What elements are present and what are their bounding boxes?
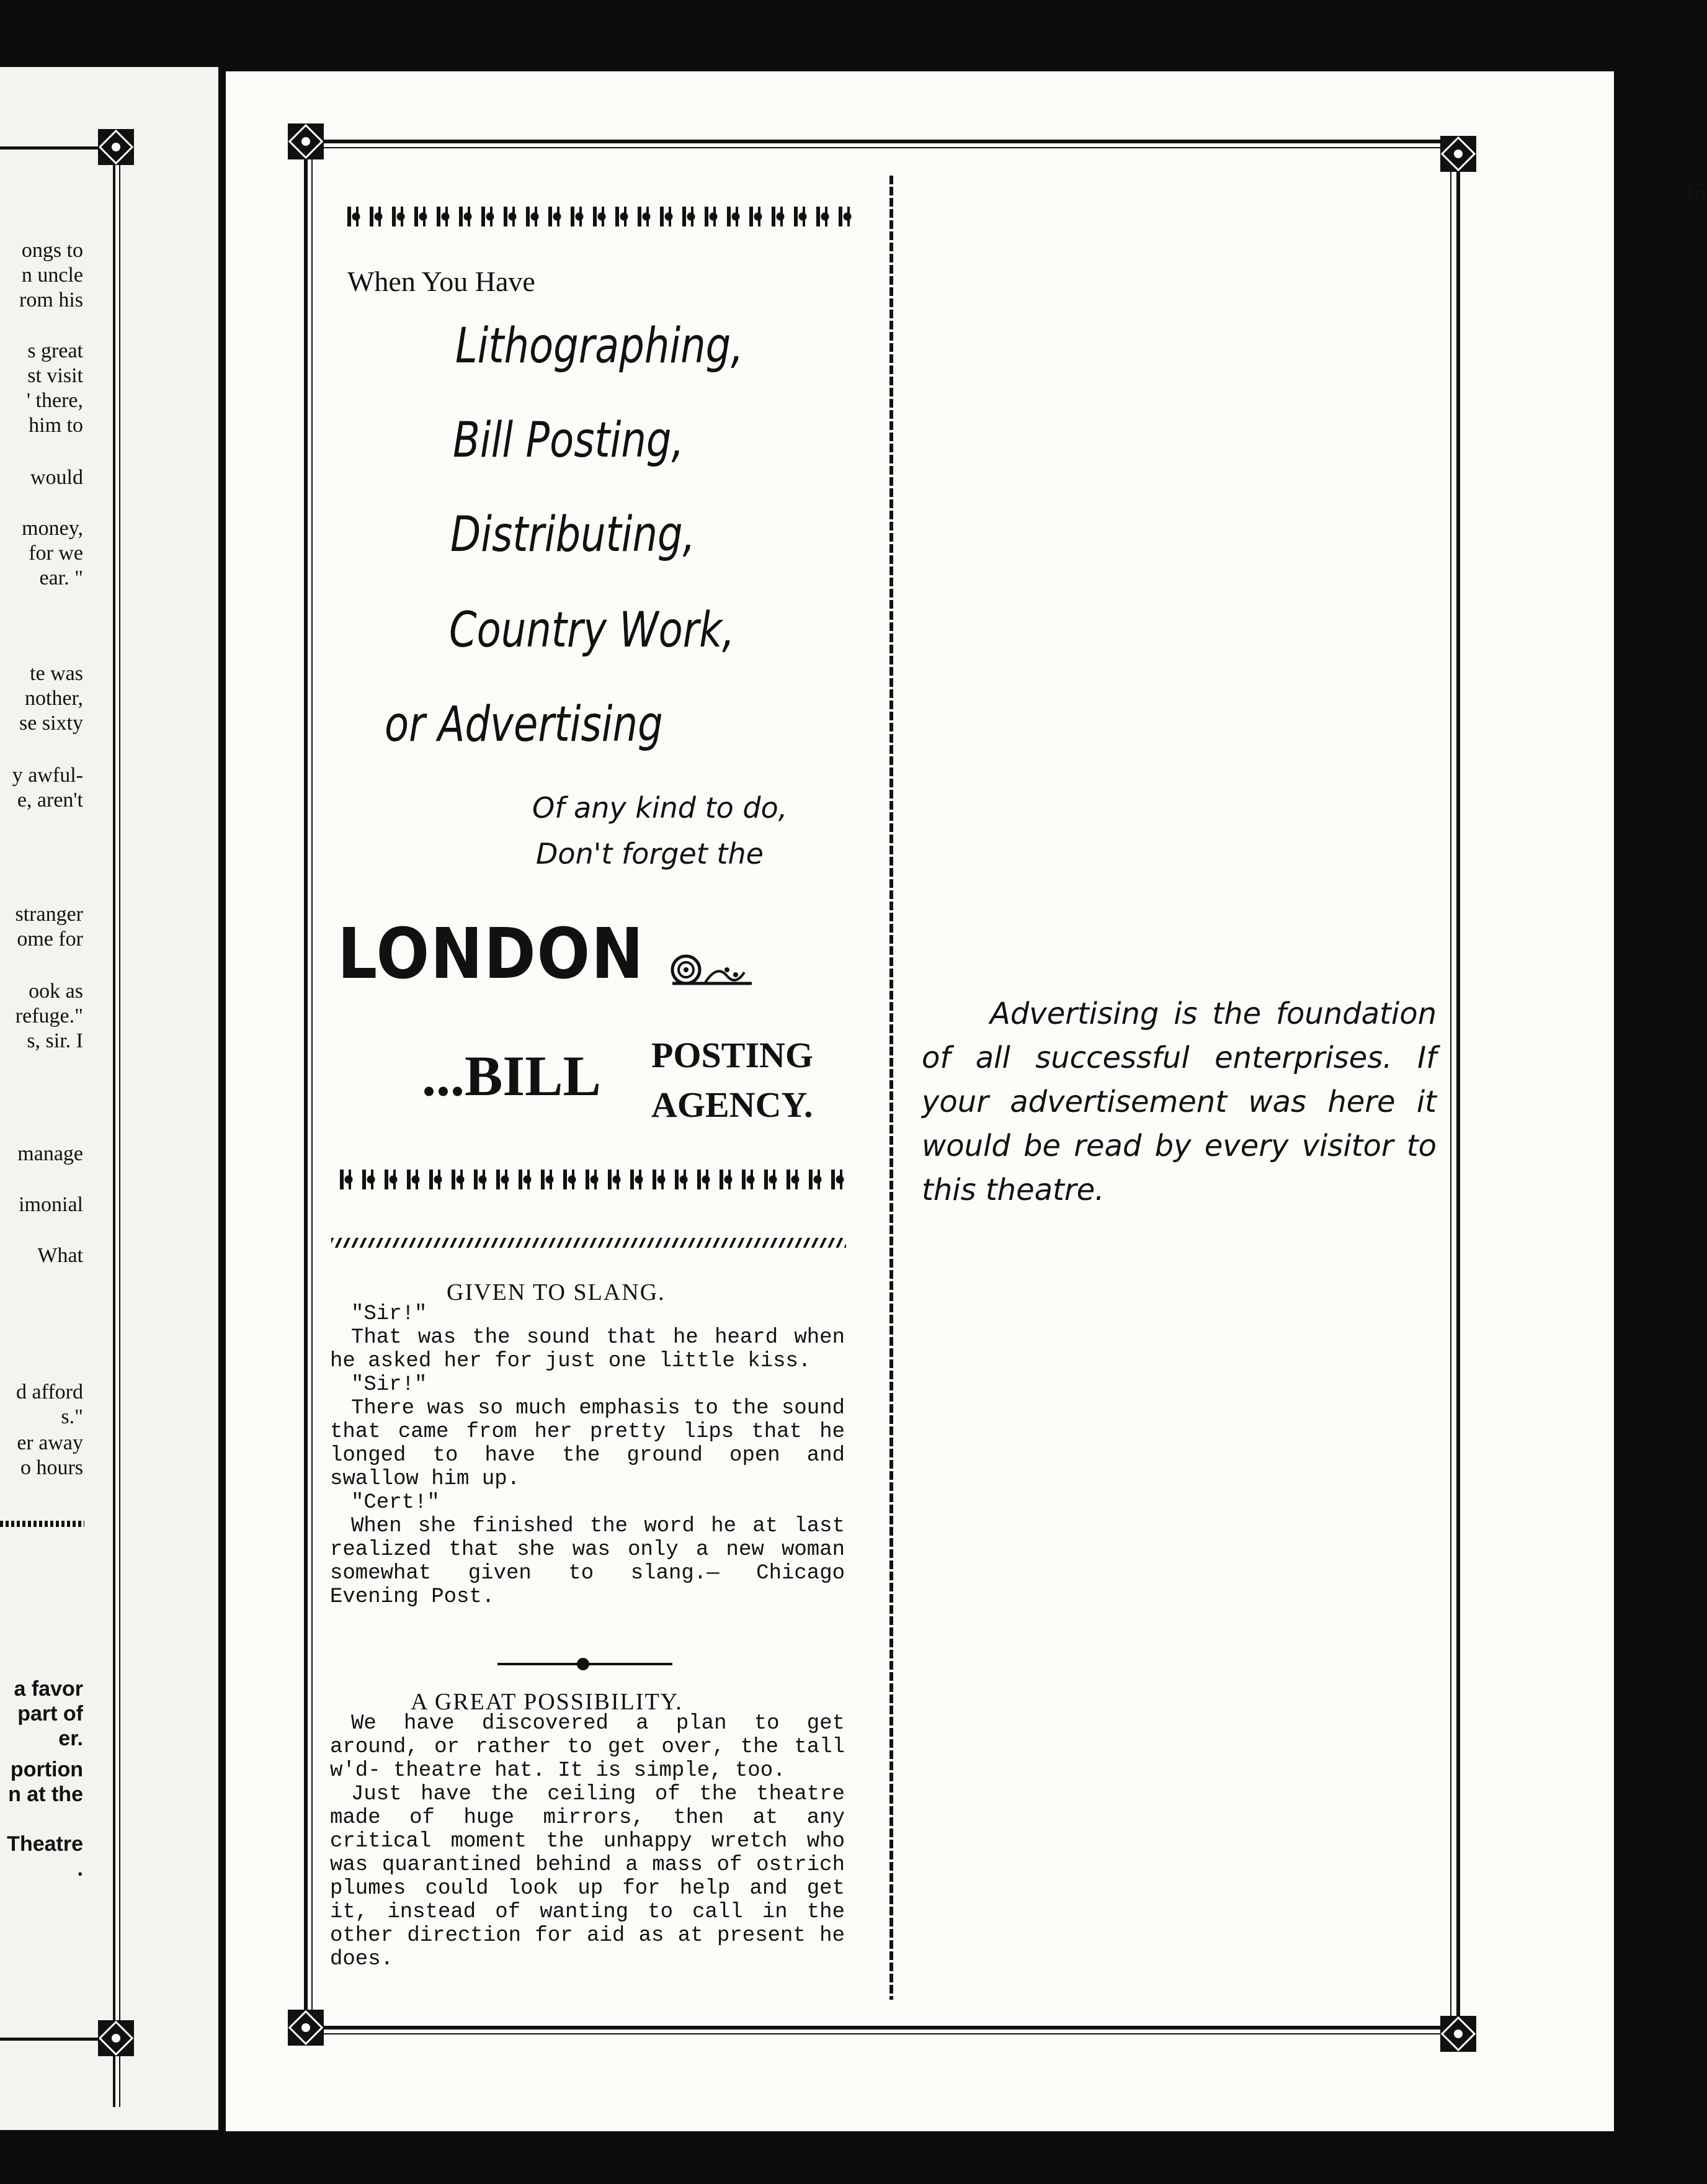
left-page-line: ome for	[17, 928, 83, 951]
article-paragraph: When she finished the word he at last realized that she was only a new woman somewhat given to slang.— Chicago Evening Post.	[330, 1515, 845, 1609]
frame-top-rule	[290, 140, 1465, 143]
article-body-possibility	[330, 1712, 845, 1971]
ad-service-bill-posting: Bill Posting,	[453, 413, 684, 468]
company-name-london: LONDON	[337, 914, 645, 995]
left-page-line: s great	[27, 339, 83, 362]
left-page-line: imonial	[19, 1193, 83, 1216]
article-paragraph: We have discovered a plan to get around, or rather to get over, the tall w'd- theatre hat. It is simple, too.	[330, 1712, 845, 1783]
article-paragraph: Just have the ceiling of the theatre made of huge mirrors, then at any critical moment the unhappy wretch who was quarantined behind a mass of ostrich plumes could look up for help and get it, instead of wanting to call in the other direction for aid as at present he does.	[330, 1783, 845, 1971]
left-page-line: s."	[61, 1405, 83, 1428]
ad-service-country-work: Country Work,	[449, 602, 735, 658]
left-page-line: te was	[30, 662, 83, 685]
company-agency: AGENCY.	[651, 1085, 813, 1125]
left-page-line: o hours	[20, 1456, 83, 1479]
ad-tail-line-1: Of any kind to do,	[532, 791, 788, 825]
corner-ornament-icon	[1440, 136, 1476, 172]
left-page-line: What	[37, 1244, 83, 1267]
left-page-line: y awful-	[12, 764, 83, 787]
scroll-ornament-border	[337, 1170, 849, 1189]
left-page-border-rule-inner	[119, 134, 120, 2107]
left-page-line: st visit	[27, 364, 83, 387]
frame-left-rule	[304, 141, 308, 2027]
left-page-line: se sixty	[19, 712, 83, 735]
article-title-possibility: A GREAT POSSIBILITY.	[411, 1689, 683, 1715]
corner-ornament-icon	[98, 129, 134, 165]
left-page-line: ook as	[29, 980, 83, 1003]
ad-tail-line-2: Don't forget the	[536, 837, 764, 870]
left-page-bold-line: a favor	[14, 1677, 83, 1701]
right-column-ad	[922, 992, 1437, 1212]
left-page-line: rom his	[19, 289, 83, 311]
left-page-line: him to	[29, 414, 83, 437]
article-body-slang	[330, 1302, 845, 1609]
newspaper-page	[226, 71, 1707, 2131]
separator-dot-icon	[577, 1658, 589, 1670]
left-page-line: d afford	[16, 1381, 83, 1403]
left-page-top-rule	[0, 146, 99, 150]
left-page-line: stranger	[15, 903, 83, 926]
hatched-rule	[331, 1238, 846, 1248]
column-divider	[889, 176, 893, 2000]
left-page-bold-line: portion	[10, 1758, 83, 1781]
frame-right-rule	[1456, 141, 1460, 2027]
corner-ornament-icon	[288, 123, 324, 159]
ad-service-distributing: Distributing,	[450, 507, 695, 563]
right-ad-text: Advertising is the foundation of all successful enterprises. If your advertisement was here it would be read by every visitor to this theatre.	[922, 996, 1437, 1207]
article-paragraph: There was so much emphasis to the sound that came from her pretty lips that he longed to have the ground open and swallow him up.	[330, 1397, 845, 1491]
company-bill: ...BILL	[422, 1044, 601, 1108]
left-page-line: manage	[17, 1142, 83, 1165]
article-paragraph: That was the sound that he heard when he asked her for just one little kiss.	[330, 1326, 845, 1373]
ad-intro: When You Have	[347, 266, 535, 297]
ad-service-lithographing: Lithographing,	[455, 318, 744, 374]
left-page-line: ongs to	[21, 239, 83, 262]
frame-top-rule-inner	[290, 147, 1465, 148]
left-page-line: e, aren't	[17, 789, 83, 812]
left-page-line: would	[30, 466, 83, 489]
frame-left-rule-inner	[311, 141, 313, 2027]
left-page-line: n uncle	[21, 264, 83, 287]
article-title-slang: GIVEN TO SLANG.	[447, 1279, 666, 1305]
left-page-bold-line: n at the	[8, 1783, 83, 1806]
corner-ornament-icon	[98, 2020, 134, 2056]
left-page-bold-line: .	[77, 1857, 83, 1881]
ad-service-advertising: or Advertising	[385, 697, 663, 753]
left-page-line: money,	[22, 517, 83, 540]
corner-ornament-icon	[288, 2010, 324, 2046]
left-page-bottom-rule	[0, 2038, 99, 2041]
left-page-line: ear. "	[39, 566, 83, 589]
article-paragraph: "Sir!"	[351, 1373, 427, 1397]
frame-bottom-rule	[290, 2026, 1465, 2030]
left-page-line: s, sir. I	[27, 1029, 83, 1052]
scroll-ornament-border	[345, 207, 852, 226]
left-page-line: er away	[17, 1431, 83, 1454]
left-page-line: ' there,	[26, 389, 83, 412]
company-posting: POSTING	[651, 1035, 814, 1075]
article-paragraph: "Sir!"	[351, 1302, 427, 1326]
snail-flourish-icon	[667, 945, 754, 995]
frame-bottom-rule-inner	[290, 2033, 1465, 2034]
left-page-bold-line: part of	[17, 1702, 83, 1725]
left-page-dotted-rule	[0, 1521, 84, 1527]
left-page-bold-line: Theatre	[7, 1832, 83, 1856]
article-paragraph: "Cert!"	[351, 1491, 440, 1515]
left-facing-page	[0, 67, 218, 2130]
left-page-bold-line: er.	[58, 1727, 83, 1750]
left-page-line: nother,	[25, 687, 83, 710]
corner-ornament-icon	[1440, 2016, 1476, 2052]
page-number: 15	[1683, 179, 1707, 205]
frame-right-rule-inner	[1450, 141, 1451, 2027]
left-page-border-rule	[113, 134, 115, 2107]
left-page-line: for we	[29, 542, 83, 565]
left-page-line: refuge."	[15, 1005, 83, 1027]
